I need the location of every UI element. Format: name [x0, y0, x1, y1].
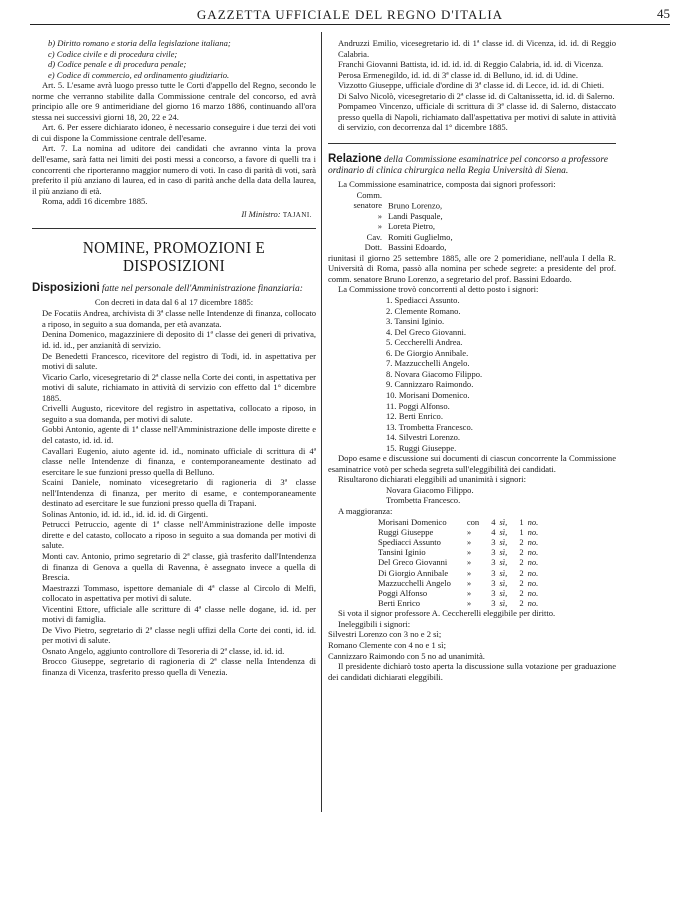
- competitor: 8. Novara Giacomo Filippo.: [386, 368, 483, 379]
- member-name: Landi Pasquale,: [388, 210, 443, 221]
- vote-qualifier: »: [466, 557, 472, 568]
- no-label: no.: [527, 598, 539, 609]
- list-item: Scaini Daniele, nominato vicesegretario di ragioneria di 3ª classe nell'Intendenza di finanza, per merito di esame, e contemporaneamente destinato ad esercitare le sue funzioni presso quella di Trapani.: [42, 477, 316, 509]
- vote-qualifier: »: [466, 526, 472, 537]
- vote-qualifier: »: [466, 598, 472, 609]
- vote-row: [378, 517, 540, 527]
- yes-label: sì,: [499, 516, 508, 527]
- exam-text: Dopo esame e discussione sui documenti di ciascun concorrente la Commissione esaminatrice votò per scheda segreta sull'eleggibilità dei candidati.: [328, 453, 616, 474]
- disposizioni-italic: fatte nel personale dell'Amministrazione finanziaria:: [101, 284, 303, 295]
- ineligible-item: Silvestri Lorenzo con 3 no e 2 sì;: [328, 629, 442, 640]
- list-item: Di Salvo Nicolò, vicesegretario di 2ª classe id. di Caltanissetta, id. id. di Salerno.: [338, 90, 615, 101]
- vote-row: [378, 588, 540, 598]
- list-item: Brocco Giuseppe, segretario di ragioneria di 2ª classe nella Intendenza di finanza di Vicenza, trasferito presso quella di Venezia.: [42, 656, 316, 677]
- yes-label: sì,: [499, 536, 508, 547]
- competitor: 1. Spediacci Assunto.: [386, 295, 460, 306]
- yes-count: 3: [491, 577, 496, 588]
- article-7: Art. 7. La nomina ad uditore dei candidati che avranno vinta la prova dell'esame, sarà fatta nei limiti dei posti messi a concorso, a favore di quelli tra i concorrenti che riporteranno maggior numero di voti. In caso di parità di voti, sarà preferito il più anziano di laurea, ed in caso di parità anche della data della laurea, il più anziano di età.: [32, 143, 316, 196]
- yes-label: sì,: [499, 587, 508, 598]
- vote-qualifier: »: [466, 567, 472, 578]
- no-label: no.: [527, 587, 539, 598]
- list-item: Maestrazzi Tommaso, ispettore demaniale di 4ª classe al Circolo di Melfi, collocato in aspettativa per motivi di salute.: [42, 582, 316, 604]
- signature-name: TAJANI.: [282, 210, 312, 219]
- list-item: Vizzotto Giuseppe, ufficiale d'ordine di 3ª classe id. di Lecce, id. id. di Chieti.: [338, 80, 604, 91]
- relazione-bold: Relazione: [328, 152, 382, 165]
- yes-label: sì,: [499, 547, 508, 558]
- competitor: 15. Ruggi Giuseppe.: [386, 442, 457, 453]
- no-label: no.: [527, 547, 539, 558]
- commission-member: [328, 221, 616, 232]
- list-item: Denina Domenico, magazziniere di deposito di 1ª classe dei generi di privativa, id. id. id., per anzianità di servizio.: [42, 329, 316, 351]
- article-6: Art. 6. Per essere dichiarato idoneo, è necessario conseguire i due terzi dei voti di cui dispone la Commissione centrale dell'esame.: [32, 122, 316, 143]
- list-item: Gobbi Antonio, agente di 1ª classe nell'Amministrazione delle imposte dirette e del catasto, id. id. id.: [42, 424, 316, 445]
- list-item: Perosa Ermenegildo, id. id. di 3ª classe id. di Belluno, id. id. di Udine.: [338, 69, 578, 80]
- no-label: no.: [527, 516, 539, 527]
- candidate-name: Del Greco Giovanni: [378, 557, 448, 568]
- left-column: [32, 38, 316, 678]
- eligible-intro: Risultarono dichiarati eleggibili ad unanimità i signori:: [338, 474, 526, 485]
- competitors-list: [328, 295, 616, 453]
- vote-row: [378, 537, 540, 547]
- yes-count: 3: [491, 598, 496, 609]
- list-item: Monti cav. Antonio, primo segretario di 2ª classe, già trasferito dall'Intendenza di finanza di Genova a quella di Ravenna, è assegnato invece a quella di Brescia.: [42, 550, 316, 583]
- candidate-name: Di Giorgio Annibale: [378, 567, 449, 578]
- competitors-intro: La Commissione trovò concorrenti al detto posto i signori:: [338, 284, 539, 295]
- competitor: 5. Ceccherelli Andrea.: [386, 337, 463, 348]
- list-item: Solinas Antonio, id. id. id., id. id. id. di Girgenti.: [42, 508, 209, 519]
- yes-label: sì,: [499, 557, 508, 568]
- yes-label: sì,: [499, 577, 508, 588]
- competitor: 3. Tansini Iginio.: [386, 316, 445, 327]
- list-item: De Focatiis Andrea, archivista di 3ª classe nelle Intendenze di finanza, collocato a riposo, in seguito a sua domanda, per età avanzata.: [42, 308, 316, 329]
- no-label: no.: [527, 526, 539, 537]
- member-title: »: [377, 210, 382, 221]
- article-5: Art. 5. L'esame avrà luogo presso tutte le Corti d'appello del Regno, secondo le norme che verranno stabilite dalla Commissione centrale del concorso, ed avrà principio alle ore 9 antimeridiane del giorno 16 marzo 1886, continuando all'ora stessa nei successivi giorni 18, 20, 22 e 24.: [32, 80, 316, 122]
- no-count: 1: [519, 516, 524, 527]
- yes-count: 3: [491, 567, 496, 578]
- competitor: 12. Berti Enrico.: [386, 411, 443, 422]
- no-count: 1: [519, 526, 524, 537]
- no-count: 2: [519, 567, 524, 578]
- member-name: Bassini Edoardo,: [388, 242, 447, 253]
- member-name: Bruno Lorenzo,: [388, 200, 443, 211]
- subject-item: b) Diritto romano e storia della legislazione italiana;: [48, 38, 231, 48]
- date-place: Roma, addì 16 dicembre 1885.: [42, 196, 148, 207]
- vote-row: [378, 568, 540, 578]
- gazette-title: GAZZETTA UFFICIALE DEL REGNO D'ITALIA: [196, 7, 504, 22]
- relazione-heading: [328, 154, 616, 177]
- section-title: NOMINE, PROMOZIONI E DISPOSIZIONI: [82, 238, 266, 276]
- page-number: 45: [657, 6, 670, 21]
- eligible-unanimous: Trombetta Francesco.: [386, 495, 461, 506]
- section-rule: [328, 143, 616, 144]
- commission-member: [328, 211, 616, 222]
- vote-ceccherelli: Si vota il signor professore A. Ceccherelli eleggibile per diritto.: [338, 608, 556, 619]
- list-item: Cavallari Eugenio, aiuto agente id. id., nominato ufficiale di scrittura di 4ª classe nelle Intendenze di finanza, e contemporaneamente destinato ad esercitare le sue funzioni presso quella di Belluno.: [42, 445, 316, 477]
- no-count: 2: [519, 577, 524, 588]
- no-count: 2: [519, 536, 524, 547]
- subject-item: d) Codice penale e di procedura penale;: [48, 59, 187, 70]
- signature-label: Il Ministro:: [241, 208, 281, 219]
- no-count: 2: [519, 557, 524, 568]
- ineligible-item: Cannizzaro Raimondo con 5 no ad unanimità.: [328, 650, 485, 661]
- disposizioni-heading: [32, 283, 316, 295]
- yes-label: sì,: [499, 526, 508, 537]
- vote-qualifier: »: [466, 577, 472, 588]
- no-count: 2: [519, 587, 524, 598]
- yes-label: sì,: [499, 598, 508, 609]
- ineligible-item: Romano Clemente con 4 no e 1 sì;: [328, 639, 446, 650]
- commission-member: [328, 242, 616, 253]
- candidate-name: Ruggi Giuseppe: [378, 526, 434, 537]
- competitor: 7. Mazzucchelli Angelo.: [386, 358, 470, 369]
- subject-item: e) Codice di commercio, ed ordinamento giudiziario.: [48, 69, 230, 80]
- list-item: Vicentini Ettore, ufficiale alle scritture di 4ª classe nelle dogane, id. id. per motivi di famiglia.: [42, 603, 316, 625]
- decrees-intro: Con decreti in data dal 6 al 17 dicembre 1885:: [94, 296, 254, 307]
- candidate-name: Spediacci Assunto: [378, 536, 441, 547]
- yes-count: 3: [491, 547, 496, 558]
- minister-signature: [32, 209, 316, 221]
- member-title: Comm. senatore: [353, 189, 382, 211]
- list-item: De Benedetti Francesco, ricevitore del registro di Todi, id. in aspettativa per motivi di salute.: [42, 350, 316, 372]
- no-count: 2: [519, 598, 524, 609]
- commission-list: [328, 190, 616, 253]
- majority-intro: A maggioranza:: [338, 505, 393, 516]
- yes-count: 4: [491, 516, 496, 527]
- closing-text: Il presidente dichiarò tosto aperta la discussione sulla votazione per graduazione dei candidati dichiarati eleggibili.: [328, 661, 616, 682]
- vote-qualifier: »: [466, 536, 472, 547]
- member-name: Romiti Guglielmo,: [388, 231, 453, 242]
- meeting-text: riunitasi il giorno 25 settembre 1885, alle ore 2 pomeridiane, nell'aula I della R. Università di Roma, passò alla nomina per schede segrete: a presidente del prof. comm. senatore Bruno Lorenzo, a segretario del prof. Bassini Edoardo.: [328, 252, 616, 284]
- yes-label: sì,: [499, 567, 508, 578]
- competitor: 13. Trombetta Francesco.: [386, 421, 473, 432]
- candidate-name: Morisani Domenico: [378, 516, 447, 527]
- competitor: 11. Poggi Alfonso.: [386, 400, 450, 411]
- vote-row: [378, 547, 540, 557]
- ineligible-intro: Ineleggibili i signori:: [338, 618, 411, 629]
- vote-qualifier: con: [466, 516, 480, 527]
- competitor: 10. Morisani Domenico.: [386, 389, 470, 400]
- vote-qualifier: »: [466, 547, 472, 558]
- candidate-name: Tansini Iginio: [378, 547, 426, 558]
- candidate-name: Mazzucchelli Angelo: [378, 577, 451, 588]
- candidate-name: Poggi Alfonso: [378, 587, 428, 598]
- commission-member: [328, 232, 616, 243]
- member-name: Loreta Pietro,: [388, 221, 435, 232]
- commission-intro: La Commissione esaminatrice, composta dai signori professori:: [338, 179, 556, 190]
- list-item: De Vivo Pietro, segretario di 2ª classe negli uffizi della Corte dei conti, id. id. per motivi di salute.: [42, 624, 316, 646]
- relazione-italic: della Commissione esaminatrice pel concorso a professore ordinario di clinica chirurgica nella Regia Università di Siena.: [328, 154, 608, 177]
- vote-row: [378, 578, 540, 588]
- competitor: 4. Del Greco Giovanni.: [386, 326, 466, 337]
- yes-count: 3: [491, 587, 496, 598]
- competitor: 14. Silvestri Lorenzo.: [386, 432, 461, 443]
- vote-row: [378, 557, 540, 567]
- yes-count: 4: [491, 526, 496, 537]
- member-title: Dott.: [364, 242, 382, 253]
- page-header: [30, 4, 670, 25]
- no-label: no.: [527, 536, 539, 547]
- competitor: 6. De Giorgio Annibale.: [386, 347, 469, 358]
- list-item: Petrucci Petruccio, agente di 1ª classe nell'Amministrazione delle imposte dirette e del catasto, collocato a riposo in seguito a sua domanda per motivi di salute.: [42, 519, 316, 551]
- eligible-unanimous: Novara Giacomo Filippo.: [386, 484, 474, 495]
- candidate-name: Berti Enrico: [378, 598, 421, 609]
- disposizioni-bold: Disposizioni: [32, 282, 100, 295]
- commission-member: [328, 190, 616, 211]
- no-count: 2: [519, 547, 524, 558]
- section-rule: [32, 228, 316, 229]
- list-item: Vicario Carlo, vicesegretario di 2ª classe nella Corte dei conti, in aspettativa per motivi di salute, richiamato in attività di servizio con effetto dal 1° dicembre 1885.: [42, 371, 316, 403]
- no-label: no.: [527, 567, 539, 578]
- votes-table: [378, 517, 540, 609]
- vote-qualifier: »: [466, 587, 472, 598]
- right-column: [328, 38, 616, 682]
- competitor: 9. Cannizzaro Raimondo.: [386, 379, 474, 390]
- competitor: 2. Clemente Romano.: [386, 305, 461, 316]
- no-label: no.: [527, 577, 539, 588]
- yes-count: 3: [491, 536, 496, 547]
- vote-row: [378, 598, 540, 608]
- member-title: »: [377, 221, 382, 232]
- no-label: no.: [527, 557, 539, 568]
- vote-row: [378, 527, 540, 537]
- column-divider: [321, 32, 322, 812]
- list-item: Franchi Giovanni Battista, id. id. id. id. di Reggio Calabria, id. id. di Vicenza.: [338, 59, 604, 70]
- list-item: Osnato Angelo, aggiunto controllore di Tesoreria di 2ª classe, id. id. id.: [42, 645, 285, 656]
- votes-body: [378, 517, 540, 609]
- member-title: Cav.: [366, 231, 382, 242]
- yes-count: 3: [491, 557, 496, 568]
- list-item: Andruzzi Emilio, vicesegretario id. di 1ª classe id. di Vicenza, id. id. di Reggio Calabria.: [338, 38, 616, 59]
- subject-item: c) Codice civile e di procedura civile;: [48, 48, 178, 59]
- list-item: Pompameo Vincenzo, ufficiale di scrittura di 3ª classe id. di Salerno, distaccato presso quella di Napoli, richiamato dall'aspettativa per motivi di salute in attività di servizio, con decorrenza dal 1° dicembre 1885.: [338, 101, 616, 133]
- list-item: Crivelli Augusto, ricevitore del registro in aspettativa, collocato a riposo, in seguito a sua domanda, per motivi di salute.: [42, 403, 316, 424]
